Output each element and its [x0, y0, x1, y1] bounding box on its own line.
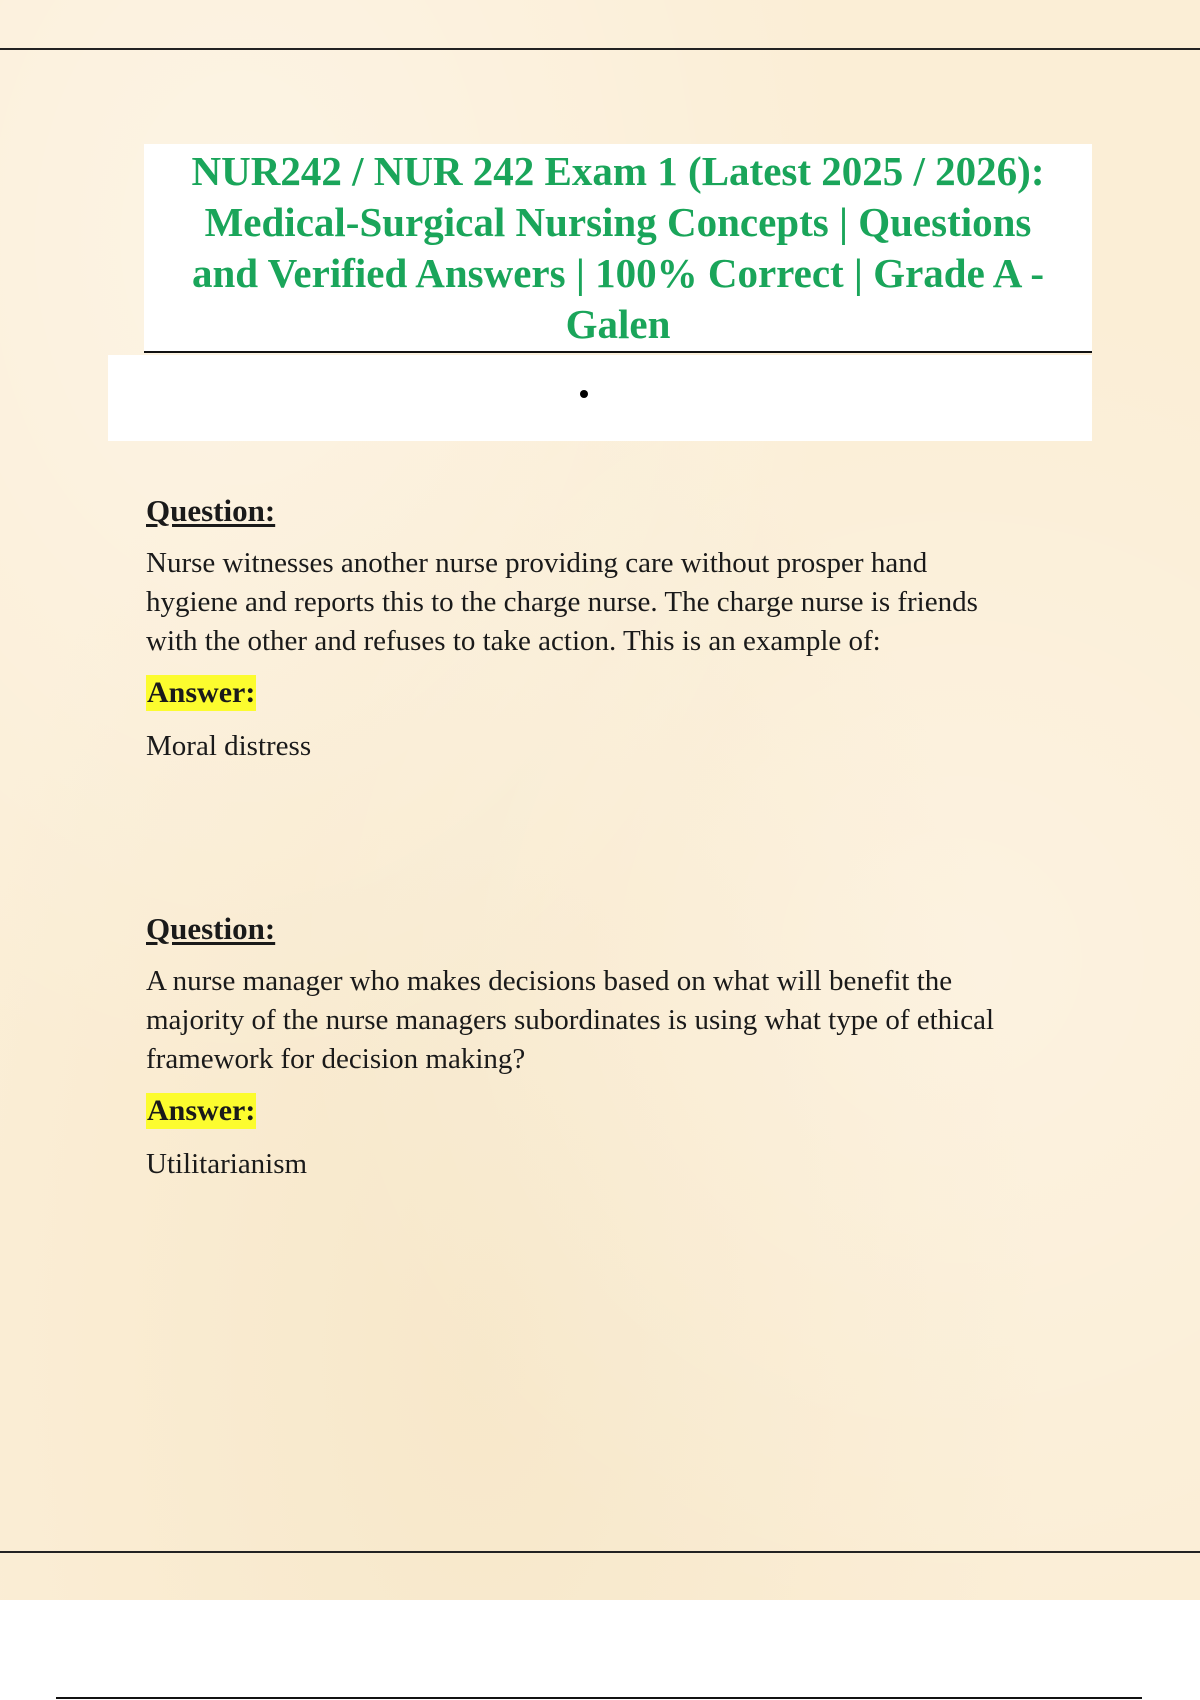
question-line: framework for decision making?: [146, 1043, 526, 1075]
answer-text: Moral distress: [146, 730, 312, 762]
footer-rule: [0, 1551, 1200, 1553]
question-line: A nurse manager who makes decisions based on what will benefit the: [146, 965, 953, 997]
answer-label: Answer:: [147, 676, 256, 709]
bullet-dot: [580, 390, 588, 398]
title-subbox: [108, 355, 1092, 441]
question-label: Question:: [146, 911, 276, 946]
header-rule: [0, 48, 1200, 50]
title-line: Galen: [565, 301, 671, 347]
document-title: [144, 144, 1092, 350]
qa-item: [146, 492, 1106, 765]
page-bottom-rule: [56, 1697, 1142, 1699]
question-line: hygiene and reports this to the charge nurse. The charge nurse is friends: [146, 586, 978, 618]
question-label: Question:: [146, 493, 276, 528]
title-line: NUR242 / NUR 242 Exam 1 (Latest 2025 / 2026):: [191, 148, 1045, 194]
title-box: [144, 144, 1092, 353]
title-line: Medical-Surgical Nursing Concepts | Questions: [204, 199, 1032, 245]
title-line: and Verified Answers | 100% Correct | Grade A -: [191, 250, 1045, 296]
question-line: Nurse witnesses another nurse providing care without prosper hand: [146, 547, 928, 579]
question-line: majority of the nurse managers subordinates is using what type of ethical: [146, 1004, 995, 1036]
question-text: [146, 962, 1106, 1079]
question-line: with the other and refuses to take action. This is an example of:: [146, 625, 881, 657]
answer-label: Answer:: [147, 1094, 256, 1127]
answer-text: Utilitarianism: [146, 1148, 308, 1180]
qa-item: [146, 910, 1106, 1183]
question-text: [146, 544, 1106, 661]
